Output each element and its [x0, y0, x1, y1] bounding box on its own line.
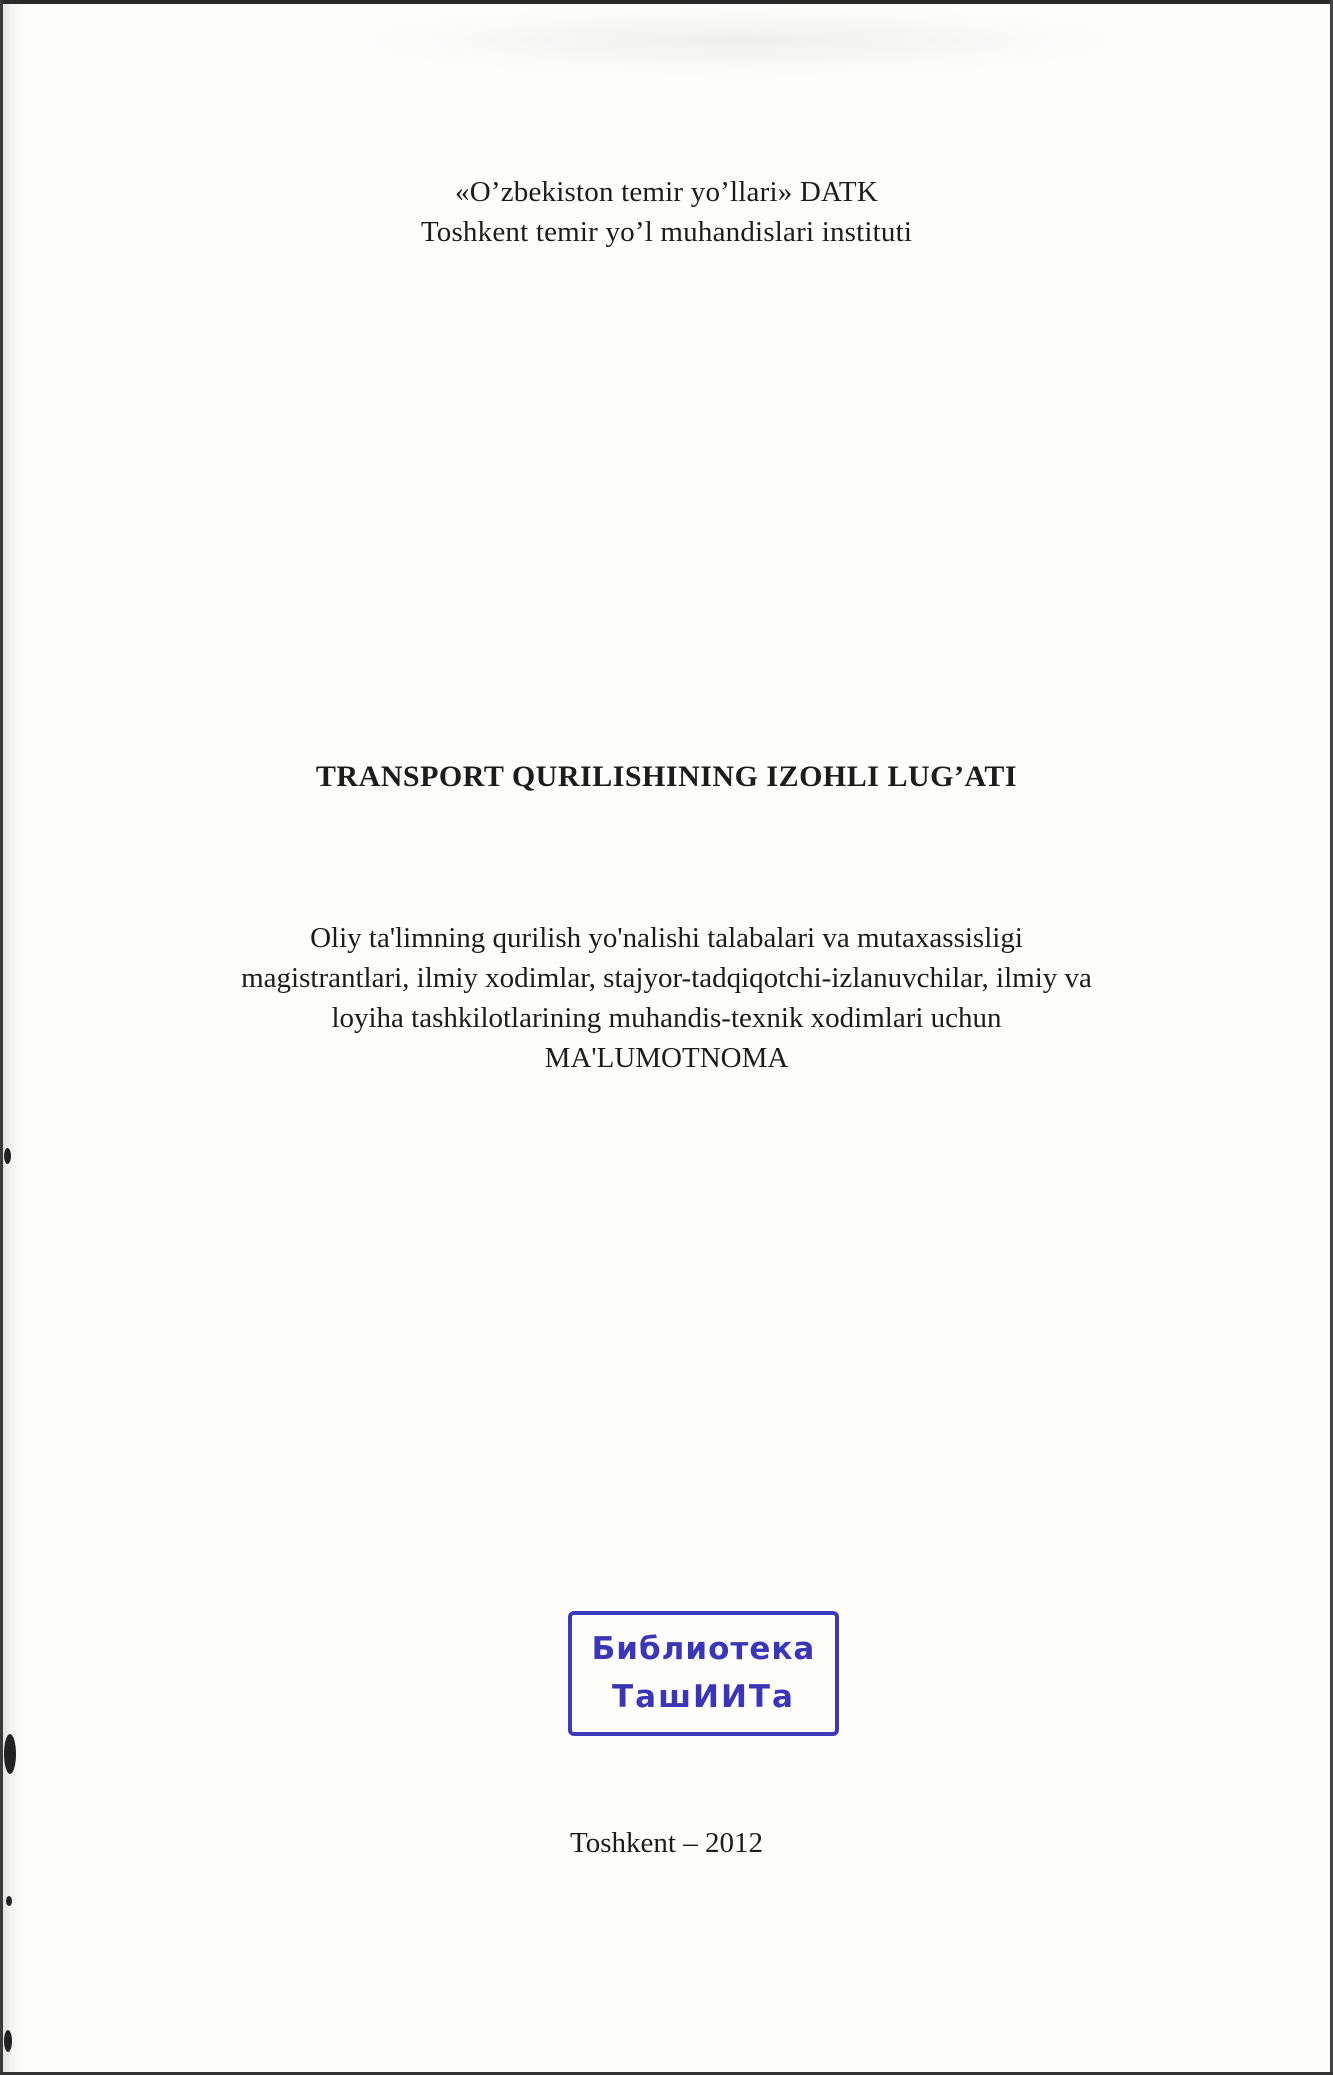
scan-speck — [6, 1896, 12, 1906]
library-stamp — [568, 1611, 839, 1736]
place-year: Toshkent – 2012 — [570, 1827, 763, 1859]
publisher-header — [0, 172, 1333, 252]
scan-speck — [4, 2030, 12, 2052]
stamp-line-1: Библиотека — [591, 1631, 816, 1667]
subtitle-line-4: MA'LUMOTNOMA — [544, 1042, 789, 1074]
publisher-line: «O’zbekiston temir yo’llari» DATK — [455, 176, 878, 208]
document-subtitle — [0, 918, 1333, 1078]
show-through-bleed — [360, 6, 1120, 76]
institute-line: Toshkent temir yo’l muhandislari instituti — [420, 216, 913, 248]
stamp-line-2: ТашИИТа — [612, 1679, 795, 1715]
subtitle-line-2: magistrantlari, ilmiy xodimlar, stajyor-tadqiqotchi-izlanuvchilar, ilmiy va — [241, 962, 1092, 994]
subtitle-line-1: Oliy ta'limning qurilish yo'nalishi talabalari va mutaxassisligi — [310, 922, 1023, 954]
scan-edge-top — [0, 0, 1333, 4]
document-title: TRANSPORT QURILISHINING IZOHLI LUG’ATI — [315, 760, 1018, 793]
subtitle-line-3: loyiha tashkilotlarining muhandis-texnik xodimlari uchun — [331, 1002, 1002, 1034]
scan-speck — [4, 1734, 16, 1774]
scan-speck — [4, 1148, 11, 1164]
